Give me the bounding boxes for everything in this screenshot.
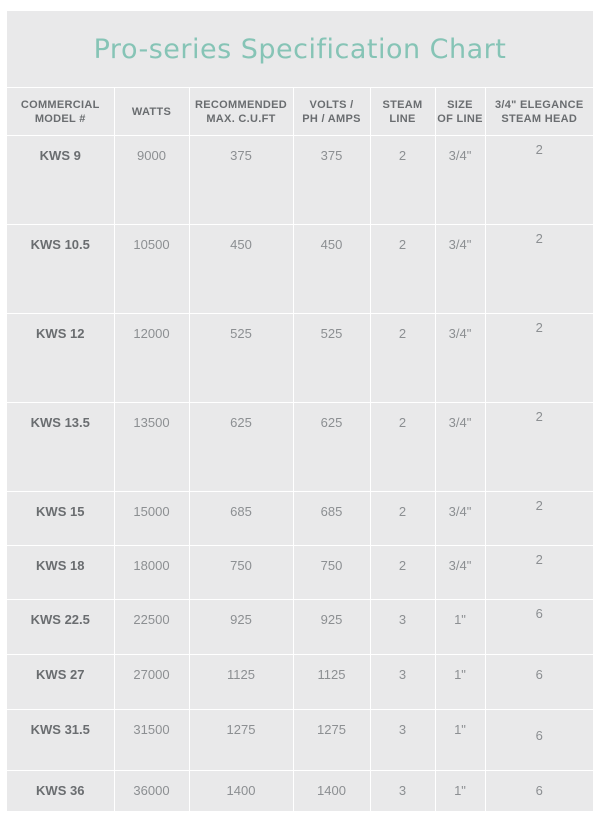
- cell-volts: 450: [293, 225, 370, 314]
- cell-watts: 10500: [114, 225, 189, 314]
- cell-size: 3/4": [435, 492, 485, 546]
- cell-elegance: 6: [485, 710, 593, 771]
- cell-elegance: 2: [485, 403, 593, 492]
- table-row: [7, 546, 593, 600]
- header-row: [7, 88, 593, 136]
- cell-elegance: 2: [485, 225, 593, 314]
- cell-steam-line: 2: [370, 546, 435, 600]
- cell-watts: 18000: [114, 546, 189, 600]
- table-row: [7, 403, 593, 492]
- cell-cuft: 1275: [189, 710, 293, 771]
- table-row: [7, 710, 593, 771]
- chart-title: Pro-series Specification Chart: [7, 11, 593, 87]
- cell-steam-line: 3: [370, 771, 435, 825]
- cell-cuft: 450: [189, 225, 293, 314]
- cell-volts: 925: [293, 600, 370, 655]
- col-header-model: COMMERCIAL MODEL #: [7, 88, 114, 136]
- col-header-elegance: 3/4" ELEGANCE STEAM HEAD: [485, 88, 593, 136]
- table-row: [7, 771, 593, 825]
- cell-volts: 1125: [293, 655, 370, 710]
- cell-volts: 1275: [293, 710, 370, 771]
- cell-elegance: 6: [485, 771, 593, 825]
- cell-volts: 375: [293, 136, 370, 225]
- cell-model: KWS 9: [7, 136, 114, 225]
- cell-cuft: 1125: [189, 655, 293, 710]
- cell-watts: 13500: [114, 403, 189, 492]
- cell-elegance: 2: [485, 492, 593, 546]
- cell-model: KWS 15: [7, 492, 114, 546]
- cell-watts: 36000: [114, 771, 189, 825]
- cell-volts: 625: [293, 403, 370, 492]
- cell-size: 1": [435, 710, 485, 771]
- cell-elegance: 2: [485, 136, 593, 225]
- cell-elegance: 6: [485, 655, 593, 710]
- cell-cuft: 1400: [189, 771, 293, 825]
- cell-steam-line: 2: [370, 403, 435, 492]
- table-row: [7, 136, 593, 225]
- cell-watts: 15000: [114, 492, 189, 546]
- cell-steam-line: 2: [370, 136, 435, 225]
- cell-cuft: 685: [189, 492, 293, 546]
- cell-cuft: 925: [189, 600, 293, 655]
- cell-model: KWS 12: [7, 314, 114, 403]
- cell-cuft: 625: [189, 403, 293, 492]
- cell-model: KWS 18: [7, 546, 114, 600]
- cell-size: 3/4": [435, 314, 485, 403]
- cell-size: 3/4": [435, 546, 485, 600]
- cell-size: 1": [435, 600, 485, 655]
- col-header-cuft: RECOMMENDED MAX. C.U.FT: [189, 88, 293, 136]
- cell-size: 3/4": [435, 136, 485, 225]
- cell-size: 3/4": [435, 403, 485, 492]
- spec-chart-panel: [7, 11, 593, 811]
- cell-cuft: 525: [189, 314, 293, 403]
- cell-model: KWS 27: [7, 655, 114, 710]
- cell-watts: 27000: [114, 655, 189, 710]
- cell-model: KWS 10.5: [7, 225, 114, 314]
- cell-volts: 525: [293, 314, 370, 403]
- cell-cuft: 375: [189, 136, 293, 225]
- cell-steam-line: 2: [370, 492, 435, 546]
- cell-steam-line: 2: [370, 225, 435, 314]
- table-row: [7, 225, 593, 314]
- cell-steam-line: 3: [370, 710, 435, 771]
- cell-volts: 685: [293, 492, 370, 546]
- col-header-size: SIZE OF LINE: [435, 88, 485, 136]
- cell-model: KWS 36: [7, 771, 114, 825]
- table-row: [7, 314, 593, 403]
- table-row: [7, 600, 593, 655]
- cell-size: 3/4": [435, 225, 485, 314]
- cell-elegance: 6: [485, 600, 593, 655]
- cell-steam-line: 3: [370, 655, 435, 710]
- cell-elegance: 2: [485, 314, 593, 403]
- col-header-volts: VOLTS / PH / AMPS: [293, 88, 370, 136]
- cell-steam-line: 2: [370, 314, 435, 403]
- cell-model: KWS 13.5: [7, 403, 114, 492]
- col-header-steam-line: STEAM LINE: [370, 88, 435, 136]
- spec-table: [7, 88, 593, 825]
- cell-volts: 750: [293, 546, 370, 600]
- cell-cuft: 750: [189, 546, 293, 600]
- cell-steam-line: 3: [370, 600, 435, 655]
- cell-watts: 9000: [114, 136, 189, 225]
- cell-watts: 31500: [114, 710, 189, 771]
- cell-volts: 1400: [293, 771, 370, 825]
- col-header-watts: WATTS: [114, 88, 189, 136]
- cell-model: KWS 22.5: [7, 600, 114, 655]
- table-row: [7, 655, 593, 710]
- cell-size: 1": [435, 771, 485, 825]
- cell-size: 1": [435, 655, 485, 710]
- cell-watts: 22500: [114, 600, 189, 655]
- table-row: [7, 492, 593, 546]
- cell-watts: 12000: [114, 314, 189, 403]
- cell-model: KWS 31.5: [7, 710, 114, 771]
- cell-elegance: 2: [485, 546, 593, 600]
